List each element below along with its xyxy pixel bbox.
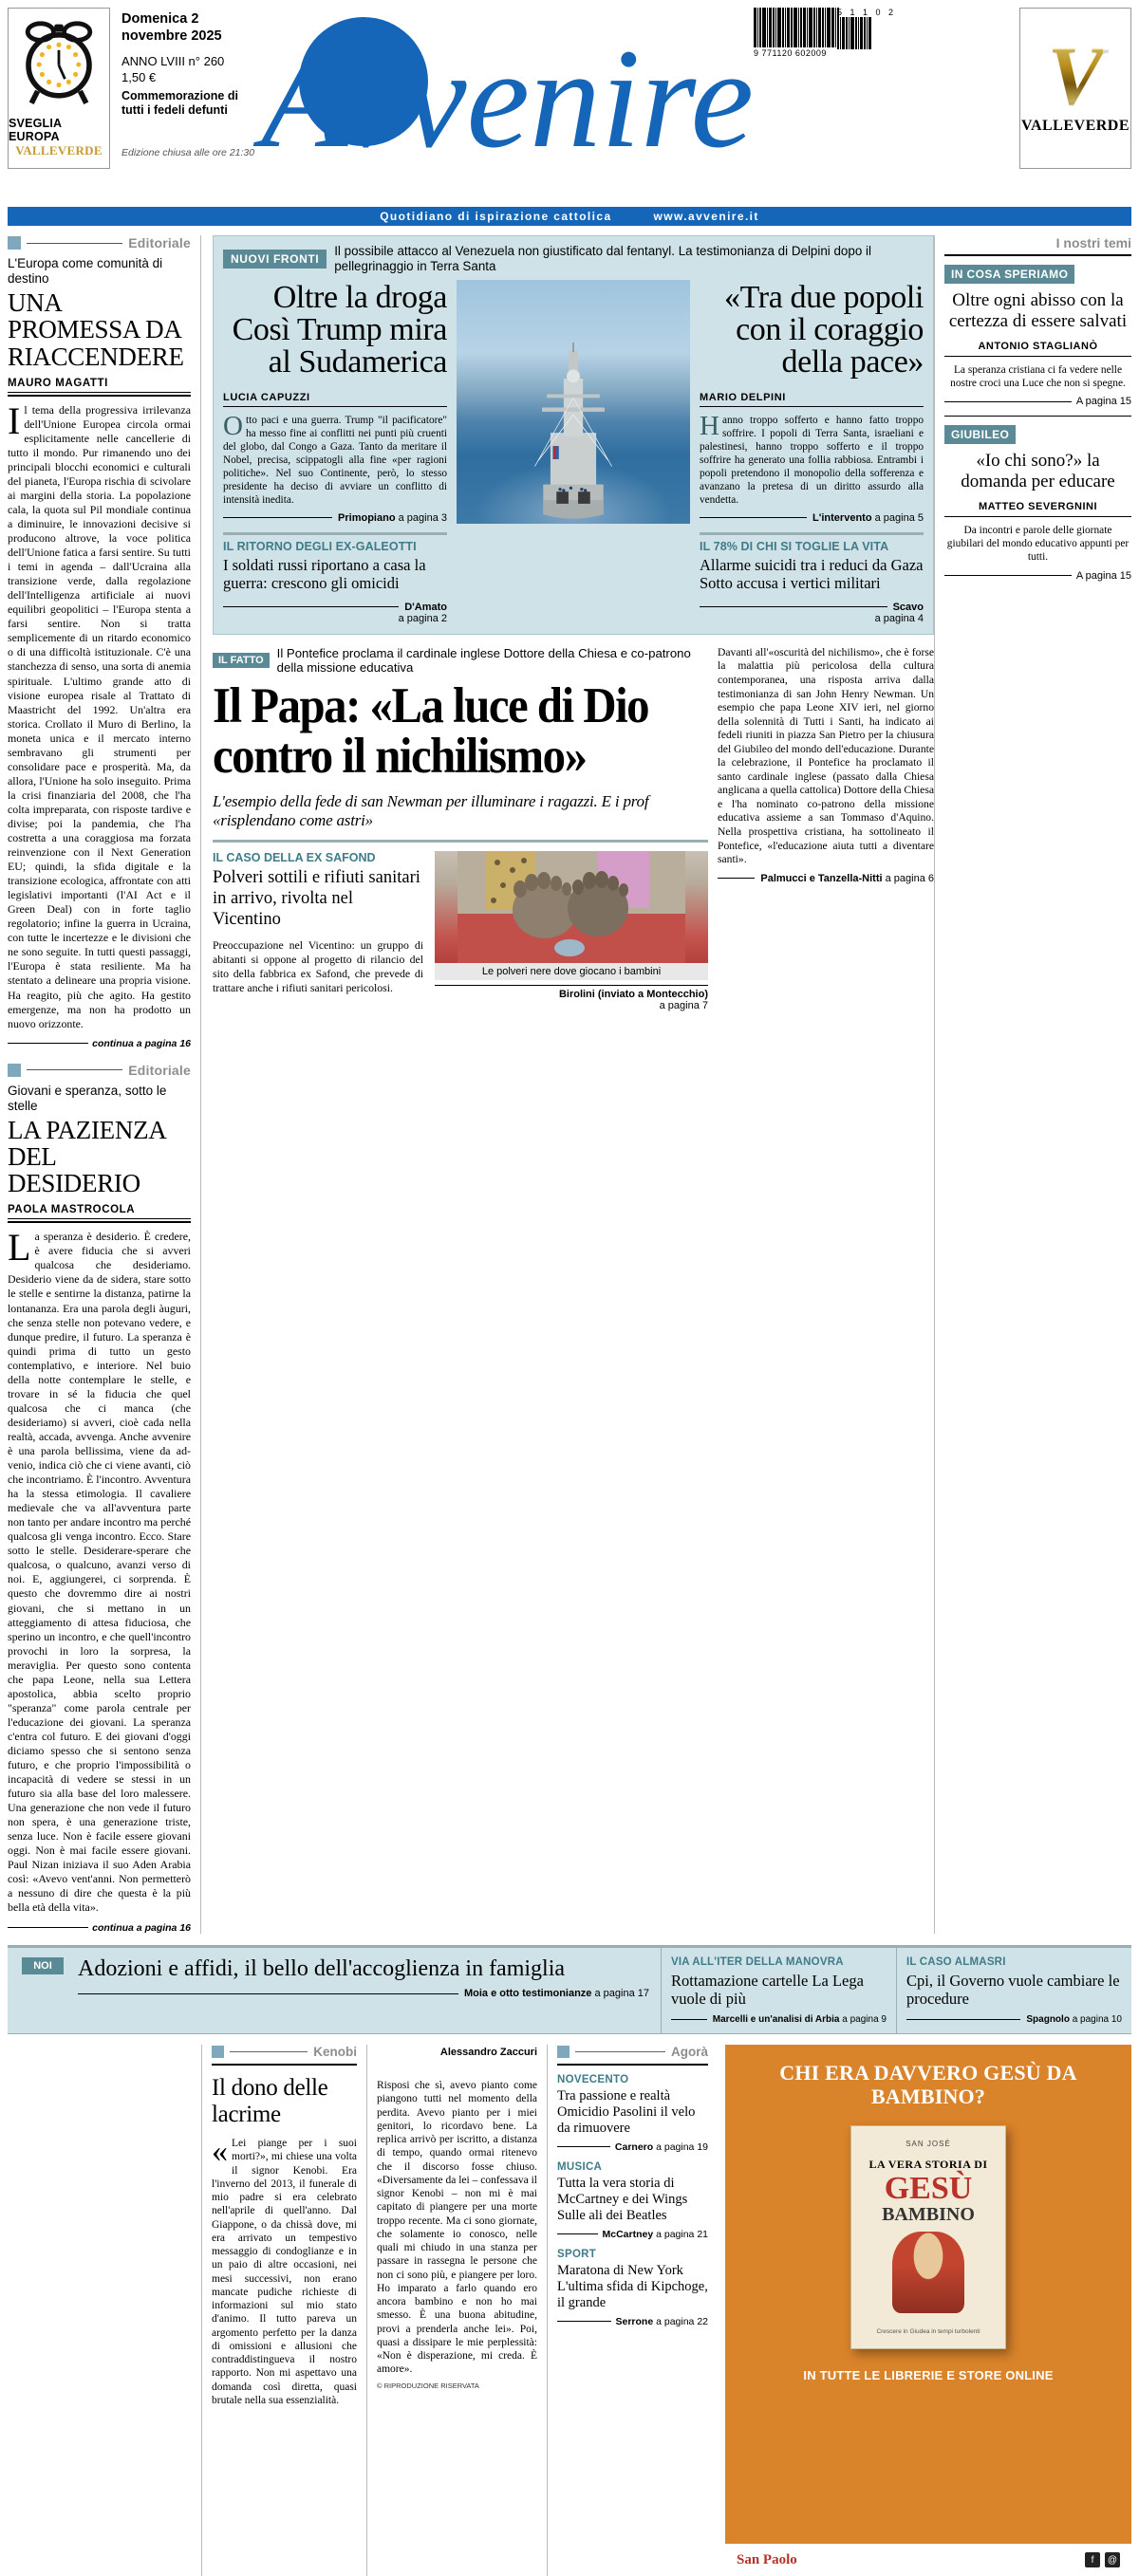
sub-news-right-headline[interactable]: Allarme suicidi tra i reduci da Gaza Sotto accusa i vertici militari: [700, 555, 924, 592]
divider: [557, 2321, 611, 2322]
editorial-1-body: [8, 398, 191, 1031]
kenobi-section-header: [212, 2045, 357, 2059]
agora-3-ref-bold: Serrone: [615, 2315, 654, 2327]
sveglia-label-line2: VALLEVERDE: [15, 143, 103, 158]
ad-book-cover: [850, 2125, 1006, 2349]
content-grid: [8, 235, 1131, 1934]
editorial-2-body: [8, 1226, 191, 1915]
safond-story: [213, 851, 708, 1011]
divider: [78, 1993, 458, 1994]
editorial-2: [8, 1063, 191, 1934]
agora-2-kicker: MUSICA: [557, 2160, 603, 2173]
facebook-icon[interactable]: f: [1085, 2552, 1100, 2567]
divider: [700, 517, 807, 518]
sub-news-right-ref[interactable]: [700, 602, 924, 613]
ad-book-line2: GESÙ: [884, 2171, 973, 2207]
divider: [8, 1927, 88, 1928]
ad-book-line1: LA VERA STORIA DI: [868, 2158, 988, 2172]
section-marker-icon: [8, 1064, 21, 1077]
agora-2-ref-text: a pagina 21: [656, 2228, 708, 2240]
sub-news-photo-spacer: [457, 532, 690, 624]
editorial-2-continua-text: continua a pagina 16: [92, 1921, 191, 1934]
agora-2-ref-bold: McCartney: [602, 2228, 654, 2240]
temi-1-title[interactable]: Oltre ogni abisso con la certezza di essere salvati: [948, 290, 1128, 331]
divider: [906, 2019, 1020, 2020]
editorial-1-dropcap: I: [8, 398, 21, 442]
edition-closed-note: Edizione chiusa alle ore 21:30: [121, 146, 255, 158]
kenobi-text-left: Lei piange per i suoi morti?», mi chiese una volta il signor Kenobi. Era l'inverno del 2013, il funerale di mio padre si era celebrato nell'aprile di quell'anno. Dal Giappone, o da chissà dove, mi era arrivato un tempestivo messaggio di condoglianze e in un paio di altre occasioni, nei mesi successivi, non erano mancate pudiche richieste di informazioni sul mio stato d'animo. Il tutto pareva un argomento perfetto per la danza di omissioni e allusioni che contraddistingueva il nostro rapporto. Non mi aspettavo una domanda così diretta, quasi brutale nella sua essenzialità.: [212, 2138, 357, 2406]
sub-news-row: [223, 532, 924, 624]
editorial-1-section-header: [8, 235, 191, 250]
sub-news-left-headline[interactable]: I soldati russi riportano a casa la guerra: crescono gli omicidi: [223, 555, 426, 592]
top-news-left-text: tto paci e una guerra. Trump "il pacificatore" ha messo fine ai conflitti nei punti più cruenti del globo, dal Congo a Gaza. Tanto da meritare il Nobel, precisa, scippatogli alla fine «per ragioni politiche». Nel suo Continente, però, lo stesso presidente ha deciso di avviare un conflitto di intensità inedita.: [223, 414, 447, 506]
top-news-left-article: [223, 280, 447, 524]
agora-1-title[interactable]: Tra passione e realtà Omicidio Pasolini il velo da rimuovere: [557, 2088, 696, 2137]
agora-item-2: [557, 2161, 708, 2240]
alarm-clock-icon: [21, 14, 97, 115]
editorial-2-title[interactable]: LA PAZIENZA DEL DESIDERIO: [8, 1116, 165, 1198]
sub-news-left-ref[interactable]: [223, 602, 447, 613]
temi-1-body: La speranza cristiana ci fa vedere nelle nostre croci una Luce che non si spegne.: [950, 363, 1126, 389]
feet-illustration: [435, 851, 708, 963]
divider: [212, 2064, 357, 2066]
tagline-bar: [8, 207, 1131, 226]
kenobi-column-right: [366, 2045, 547, 2576]
agora-1-ref[interactable]: [557, 2141, 708, 2153]
kenobi-column-left: [201, 2045, 366, 2576]
divider: [27, 243, 122, 244]
section-marker-icon: [557, 2046, 570, 2058]
safond-ref-text: a pagina 7: [659, 999, 708, 1011]
ad-bottom-bar: [725, 2544, 1131, 2576]
kenobi-body-right: Risposi che sì, avevo pianto come piangono tutti nel momento della perdita. Avevo pianto per i miei genitori, lo ricordavo bene. La replica arrivò per iscritto, a distanza di tempo, quando ormai ritenevo che il discorso fosse chiuso. «Diversamente da lei – confessava il signor Kenobi – non mi è mai capitato di piangere per una morte troppo recente. Ma ci sono giornate, che solamente io conosco, nelle quali mi chiudo in una stanza per passare in rassegna le persone che non ci sono più, e piangere per loro. Ho imparato a farlo quando ero ancora bambino e non ho mai smesso. È una buona abitudine, provi a prenderla anche lei». Poi, quasi a dissipare le mie perplessità: «Non è disperazione, mi creda. È amore».: [377, 2080, 537, 2376]
top-news-left-ref-bold: Primopiano: [338, 511, 396, 524]
main-story-wrap: [213, 646, 934, 1011]
divider: [213, 840, 708, 843]
noi-cell-1-kicker: VIA ALL'ITER DELLA MANOVRA: [671, 1955, 844, 1968]
divider: [944, 575, 1072, 576]
editorial-1-section-label: Editoriale: [128, 235, 191, 250]
issue-commemoration: Commemorazione di tutti i fedeli defunti: [121, 89, 238, 118]
noi-ref[interactable]: [78, 1988, 649, 1999]
barcode-addon: [837, 8, 898, 49]
top-news-right-author: MARIO DELPINI: [700, 392, 924, 407]
kenobi-section-label: Kenobi: [313, 2045, 357, 2060]
sub-news-left: [223, 532, 447, 624]
agora-3-kicker: SPORT: [557, 2248, 597, 2260]
barcode-number: 9 771120 602009: [754, 48, 827, 58]
agora-section-label: Agorà: [670, 2045, 708, 2060]
safond-photo-caption: Le polveri nere dove giocano i bambini: [435, 963, 708, 980]
sub-news-left-ref-page: a pagina 2: [398, 612, 447, 624]
ad-footer-text: IN TUTTE LE LIBRERIE E STORE ONLINE: [803, 2368, 1054, 2383]
divider: [8, 1043, 88, 1044]
noi-tag-cell: [8, 1948, 78, 2034]
advertisement-column: [725, 2045, 1131, 2576]
divider: [557, 2064, 708, 2066]
top-news-right-body: [700, 410, 924, 507]
divider: [718, 878, 755, 879]
top-news-columns: [223, 280, 924, 524]
editorial-2-author: PAOLA MASTROCOLA: [8, 1204, 191, 1219]
safond-ref-bold: Birolini (inviato a Montecchio): [558, 988, 708, 1000]
main-story-tag: IL FATTO: [213, 653, 270, 668]
editorial-2-section-header: [8, 1063, 191, 1078]
noi-cell-2-ref-text: a pagina 10: [1072, 2014, 1122, 2026]
ad-publisher-logo: San Paolo: [737, 2551, 797, 2567]
agora-3-title[interactable]: Maratona di New York L'ultima sfida di Kipchoge, il grande: [557, 2262, 708, 2310]
editorial-2-text: a speranza è desiderio. È credere, è avere fiducia che si avveri qualcosa che desideriamo. Desiderio viene da de sidera, stare sotto le stelle e sentirne la distanza, patirne la lontananza. Era una parola degli àuguri, che senza stelle non potevano vedere, e dunque predire, il futuro. La speranza è quindi prima di tutto un gesto contemplativo, e interiore. Nel buio della notte contemplare le stelle, e trovare in sé la fiducia che quel qualcosa che ci manca (che desideriamo) si avveri, cioè cada nella realtà, accada, avvenga. Anche avvenire è una parola bellissima, viene da ad-venio, indica ciò che ci viene avanti, ciò che incontriamo. È l'incontro. Avventura ha la stessa etimologia. Il cavaliere medievale che va all'avventura parte non tanto per andare incontro ma perché qualcosa gli venga incontro. Ecco. Stare sotto le stelle. Desiderare-sperare che qualcosa, o qualcuno, avanzi verso di noi. E, aggiungerei, ci sorprenda. È questo che dovremmo dire ai nostri giovani, che si mettano in un atteggiamento di attesa fiduciosa, che sperino un incontro, e che quell'incontro provochi in loro la sorpresa, la meraviglia. Per questo sono contenta che papa Leone, nella sua Lettera apostolica, abbia scelto proprio "speranza" come parola centrale per l'educazione dei giovani. La speranza c'entra col futuro. E dei giovani d'oggi diciamo spesso che si sentono senza futuro, e che proprio l'impossibilità o incapacità di vedere se stessi in un futuro sia alla base del loro malessere. Una generazione che non vede il futuro non spera, è una generazione triste, senza luce. Non è facile essere giovani oggi. Non è mai facile essere giovani. Paul Nizan iniziava il suo Aden Arabia così: «Avevo vent'anni. Non permetterò a nessuno di dire che questa è la più bella età della vita».: [8, 1230, 191, 1915]
ad-social-icons[interactable]: [1085, 2552, 1120, 2567]
ad-book-author: SAN JOSÉ: [906, 2140, 951, 2149]
instagram-icon[interactable]: @: [1105, 2552, 1120, 2567]
main-story-kicker-row: [213, 646, 708, 675]
sub-news-left-ref-bold: D'Amato: [404, 601, 447, 613]
kenobi-copyright: © RIPRODUZIONE RISERVATA: [377, 2381, 479, 2390]
valleverde-sponsor-box: [1019, 8, 1131, 169]
children-feet-photo: [435, 851, 708, 963]
top-news-kicker-text: Il possibile attacco al Venezuela non giustificato dal fentanyl. La testimonianza di Delpini dopo il pellegrinaggio in Terra Santa: [334, 244, 871, 273]
top-news-right-text: anno troppo sofferto e hanno fatto troppo soffrire. I popoli di Terra Santa, israeliani e palestinesi, hanno troppo sofferto e il troppo soffrire ha generato una follia rabbiosa. Entrambi i popoli pretendono il monopolio della sofferenza e avanzano la pretesa di un diritto assurdo alla vendetta.: [700, 414, 924, 506]
editorial-1-continua[interactable]: [8, 1038, 191, 1049]
issue-anno: ANNO LVIII n° 260: [121, 54, 225, 69]
agora-section-header: [557, 2045, 708, 2059]
main-story-ref[interactable]: [718, 873, 934, 884]
top-news-left-ref[interactable]: [223, 512, 447, 524]
divider: [435, 985, 708, 986]
main-story-text-col: [718, 646, 934, 1011]
divider: [223, 606, 399, 607]
editorial-2-continua[interactable]: [8, 1922, 191, 1934]
temi-1-ref-text: A pagina 15: [1075, 396, 1131, 408]
safond-kicker: IL CASO DELLA EX SAFOND: [213, 850, 376, 864]
divider: [575, 2051, 665, 2052]
top-news-left-author: LUCIA CAPUZZI: [223, 392, 447, 407]
temi-2-ref[interactable]: [944, 570, 1131, 582]
main-story-kicker: Il Pontefice proclama il cardinale inglese Dottore della Chiesa e co-patrono della missione educativa: [276, 645, 691, 675]
top-news-left-headline[interactable]: Oltre la droga Così Trump mira al Sudamerica: [232, 279, 447, 380]
noi-ref-bold: Moia e otto testimonianze: [463, 1988, 592, 2000]
divider: [944, 401, 1072, 402]
main-story-ref-bold: Palmucci e Tanzella-Nitti: [760, 872, 883, 884]
main-story: [213, 646, 708, 1011]
top-news-photo: [457, 280, 690, 524]
editorial-1-continua-text: continua a pagina 16: [92, 1037, 191, 1049]
noi-cell-1-title[interactable]: Rottamazione cartelle La Lega vuole di più: [671, 1971, 864, 2008]
agora-3-ref-text: a pagina 22: [656, 2315, 708, 2327]
temi-2-author: MATTEO SEVERGNINI: [944, 501, 1131, 517]
book-advertisement[interactable]: [725, 2045, 1131, 2576]
sub-news-left-kicker: IL RITORNO DEGLI EX-GALEOTTI: [223, 532, 447, 553]
top-news-right-ref-text: a pagina 5: [874, 511, 924, 524]
safond-headline[interactable]: Polveri sottili e rifiuti sanitari in arrivo, rivolta nel Vicentino: [213, 867, 420, 929]
kenobi-body-left: [212, 2134, 357, 2407]
editorial-2-section-label: Editoriale: [128, 1062, 191, 1078]
divider: [230, 2051, 308, 2052]
svg-text:Avvenire: Avvenire: [261, 20, 755, 175]
temi-2-ref-text: A pagina 15: [1075, 569, 1131, 582]
sub-news-right-ref-page: a pagina 4: [874, 612, 924, 624]
kenobi-title[interactable]: Il dono delle lacrime: [212, 2075, 328, 2127]
bottom-row: [8, 2045, 1131, 2576]
website-url[interactable]: www.avvenire.it: [653, 210, 759, 223]
temi-2-body: Da incontri e parole delle giornate giubilari del mondo educativo appunti per tutti.: [946, 524, 1130, 564]
sveglia-label-line1: SVEGLIA EUROPA: [9, 117, 62, 143]
divider: [700, 606, 887, 607]
valleverde-sponsor-name: VALLEVERDE: [1020, 118, 1130, 135]
section-marker-icon: [8, 236, 21, 250]
valleverde-v-logo: V: [1047, 29, 1104, 122]
safond-ref[interactable]: [435, 985, 708, 1011]
divider: [27, 1069, 122, 1070]
temi-1-author: ANTONIO STAGLIANÒ: [944, 341, 1131, 357]
editorial-1: [8, 235, 191, 1049]
sveglia-europa-promo-box: [8, 8, 110, 169]
main-story-standfirst: L'esempio della fede di san Newman per illuminare i ragazzi. E i prof «risplendano come astri»: [213, 791, 649, 829]
top-news-left-ref-text: a pagina 3: [398, 511, 447, 524]
temi-1-kicker: IN COSA SPERIAMO: [944, 265, 1074, 284]
noi-cell-2-kicker: IL CASO ALMASRI: [906, 1955, 1006, 1968]
kenobi-author: Alessandro Zaccuri: [439, 2047, 537, 2059]
main-story-body: Davanti all'«oscurità del nichilismo», che è forse la malattia più pericolosa della cultura contemporanea, una risposta arriva dalla testimonianza di san John Henry Newman. Un esempio che papa Leone XIV ieri, nel giorno della solennità di Tutti i Santi, ha indicato ai fedeli riuniti in piazza San Pietro per la chiusura del Giubileo del mondo dell'educazione. Durante la celebrazione, il Pontefice ha proclamato il santo cardinale inglese (passato dalla Chiesa anglicana a quella cattolica) Dottore della Chiesa e l'ha nominato co-patrono della missione educativa assieme a san Tommaso d'Aquino. Nella prospettiva cristiana, ha sottolineato il Pontefice, «l'educazione aiuta tutti a diventare santi».: [718, 645, 934, 866]
top-news-box: [213, 235, 934, 635]
section-marker-icon: [212, 2046, 224, 2058]
noi-ref-text: a pagina 17: [594, 1988, 649, 2000]
safond-text-col: [213, 851, 423, 1011]
agora-item-3: [557, 2249, 708, 2327]
divider: [557, 2233, 598, 2234]
nostri-temi-header: I nostri temi: [944, 235, 1131, 256]
noi-cell-1-ref-bold: Marcelli e un'analisi di Arbia: [712, 2014, 840, 2026]
agora-column: [547, 2045, 718, 2576]
noi-cell-2-title[interactable]: Cpi, il Governo vuole cambiare le procedure: [906, 1971, 1120, 2008]
issue-price: 1,50 €: [121, 70, 157, 85]
noi-cell-2-ref[interactable]: [906, 2014, 1122, 2025]
noi-cell-2: [896, 1948, 1131, 2034]
top-news-right-headline[interactable]: «Tra due popoli con il coraggio della pace»: [724, 279, 924, 380]
editorial-1-author: MAURO MAGATTI: [8, 378, 191, 393]
divider: [223, 517, 332, 518]
divider: [8, 395, 191, 397]
issue-date: Domenica 2 novembre 2025: [121, 11, 222, 44]
top-news-left-body: [223, 410, 447, 507]
editorial-column: [8, 235, 201, 1934]
issue-info-block: [110, 0, 257, 207]
top-news-kicker-row: [223, 244, 924, 274]
agora-1-kicker: NOVECENTO: [557, 2074, 629, 2086]
divider: [8, 1221, 191, 1223]
agora-2-title[interactable]: Tutta la vera storia di McCartney e dei Wings Sulle ali dei Beatles: [557, 2175, 688, 2223]
divider: [671, 2019, 707, 2020]
barcode-addon-number: 5 1 1 0 2: [837, 8, 897, 17]
nostri-temi-column: [934, 235, 1131, 1934]
main-story-headline[interactable]: Il Papa: «La luce di Dio contro il nichilismo»: [213, 677, 649, 784]
temi-2-title[interactable]: «Io chi sono?» la domanda per educare: [961, 451, 1115, 492]
ad-headline: CHI ERA DAVVERO GESÙ DA BAMBINO?: [779, 2061, 1077, 2108]
noi-cell-1: [661, 1948, 896, 2034]
warship-photo: [457, 280, 690, 524]
ad-book-subtitle: Crescere in Giudea in tempi turbolenti: [876, 2328, 980, 2336]
agora-1-ref-bold: Carnero: [614, 2140, 654, 2153]
temi-block-2: [944, 417, 1131, 581]
bottom-left-spacer: [8, 2045, 201, 2576]
main-story-ref-text: a pagina 6: [885, 872, 934, 884]
temi-1-ref[interactable]: [944, 396, 1131, 407]
top-news-right-dropcap: H: [700, 410, 719, 441]
top-news-right-ref[interactable]: [700, 512, 924, 524]
top-news-right-article: [700, 280, 924, 524]
logo-area: [257, 0, 1019, 207]
agora-item-1: [557, 2074, 708, 2153]
sub-news-right-kicker: IL 78% DI CHI SI TOGLIE LA VITA: [700, 532, 924, 553]
agora-3-ref[interactable]: [557, 2316, 708, 2327]
ad-book-line3: BAMBINO: [882, 2203, 975, 2225]
tagline-text: Quotidiano di ispirazione cattolica: [380, 210, 612, 223]
masthead: [8, 0, 1131, 207]
top-news-right-ref-bold: L'intervento: [812, 511, 872, 524]
temi-block-1: [944, 256, 1131, 407]
safond-photo-col: [435, 851, 708, 1011]
main-column: [201, 235, 934, 1934]
editorial-2-kicker: Giovani e speranza, sotto le stelle: [8, 1083, 167, 1113]
sub-news-right: [700, 532, 924, 624]
noi-strip: [8, 1945, 1131, 2035]
ad-book-illustration: [892, 2232, 964, 2313]
editorial-2-dropcap: L: [8, 1226, 31, 1269]
noi-cell-1-ref[interactable]: [671, 2014, 887, 2025]
agora-2-ref[interactable]: [557, 2229, 708, 2240]
sub-news-right-ref-bold: Scavo: [892, 601, 924, 613]
temi-2-kicker: GIUBILEO: [944, 425, 1016, 444]
top-news-left-dropcap: O: [223, 410, 243, 441]
noi-tag: NOI: [22, 1957, 64, 1974]
editorial-1-title[interactable]: UNA PROMESSA DA RIACCENDERE: [8, 288, 184, 371]
kenobi-dropcap: «: [212, 2134, 228, 2170]
agora-1-ref-text: a pagina 19: [656, 2140, 708, 2153]
noi-cell-2-ref-bold: Spagnolo: [1026, 2014, 1070, 2026]
editorial-1-kicker: L'Europa come comunità di destino: [8, 256, 163, 287]
noi-main-story: [78, 1948, 661, 2034]
noi-cell-1-ref-text: a pagina 9: [842, 2014, 887, 2026]
top-news-tag: NUOVI FRONTI: [223, 250, 327, 269]
divider: [557, 2146, 610, 2147]
warship-illustration: [508, 343, 639, 523]
noi-headline[interactable]: Adozioni e affidi, il bello dell'accoglienza in famiglia: [78, 1955, 566, 1981]
safond-body: Preoccupazione nel Vicentino: un gruppo di abitanti si oppone al progetto di rilancio del sito della fabbrica ex Safond, che prevede di trattare anche i rifiuti sanitari pericolosi.: [213, 938, 423, 994]
editorial-1-text: l tema della progressiva irrilevanza dell'Unione Europea circola ormai esplicitamente nelle cancellerie di tutto il mondo. Pur rimanendo uno dei principali blocchi economici e culturali del pianeta, l'Europa rischia di scivolare ai margini della storia. La popolazione cala, la quota sul Pil mondiale continua a diminuire, le innovazioni decisive si producono altrove, la voce politica dell'Unione fatica a farsi sentire. Su tutti i temi in agenda – dall'Ucraina alla transizione verde, dalla regolazione dell'Intelligenza artificiale ai nuovi equilibri geopolitici – l'Europa stenta a farsi sentire. Non si tratta semplicemente di un ritardo economico o di una difficoltà istituzionale. C'è una stanchezza di senso, una sorta di anemia spirituale. L'ultimo grande atto di visione europea risale al Trattato di Maastricht del 1992. Un'altra era storica. Crollato il Muro di Berlino, la moneta unica e il mercato interno sembravano gli strumenti per consolidare pace e prosperità. Ma, da allora, l'Unione ha solo inseguito. Prima la crisi finanziaria del 2008, che l'ha colta impreparata, con risposte tardive e divise; poi la pandemia, che l'ha costretta a una coraggiosa ma forzata reinvenzione con il Next Generation EU; quindi, la sfida digitale e la transizione ecologica, affrontate con atti legislativi importanti (l'AI Act e il Green Deal) con in forte taglio regolatorio; infine la guerra in Ucraina, con tutte le incertezze e le divisioni che ne sono seguite. In tutti questi passaggi, l'Europa è stata resiliente. Ma ha stentato a delineare una propria visione. Ha reagito, più che agito. Ha gestito emergenze, ma non ha prodotto un nuovo orizzonte.: [8, 402, 191, 1030]
